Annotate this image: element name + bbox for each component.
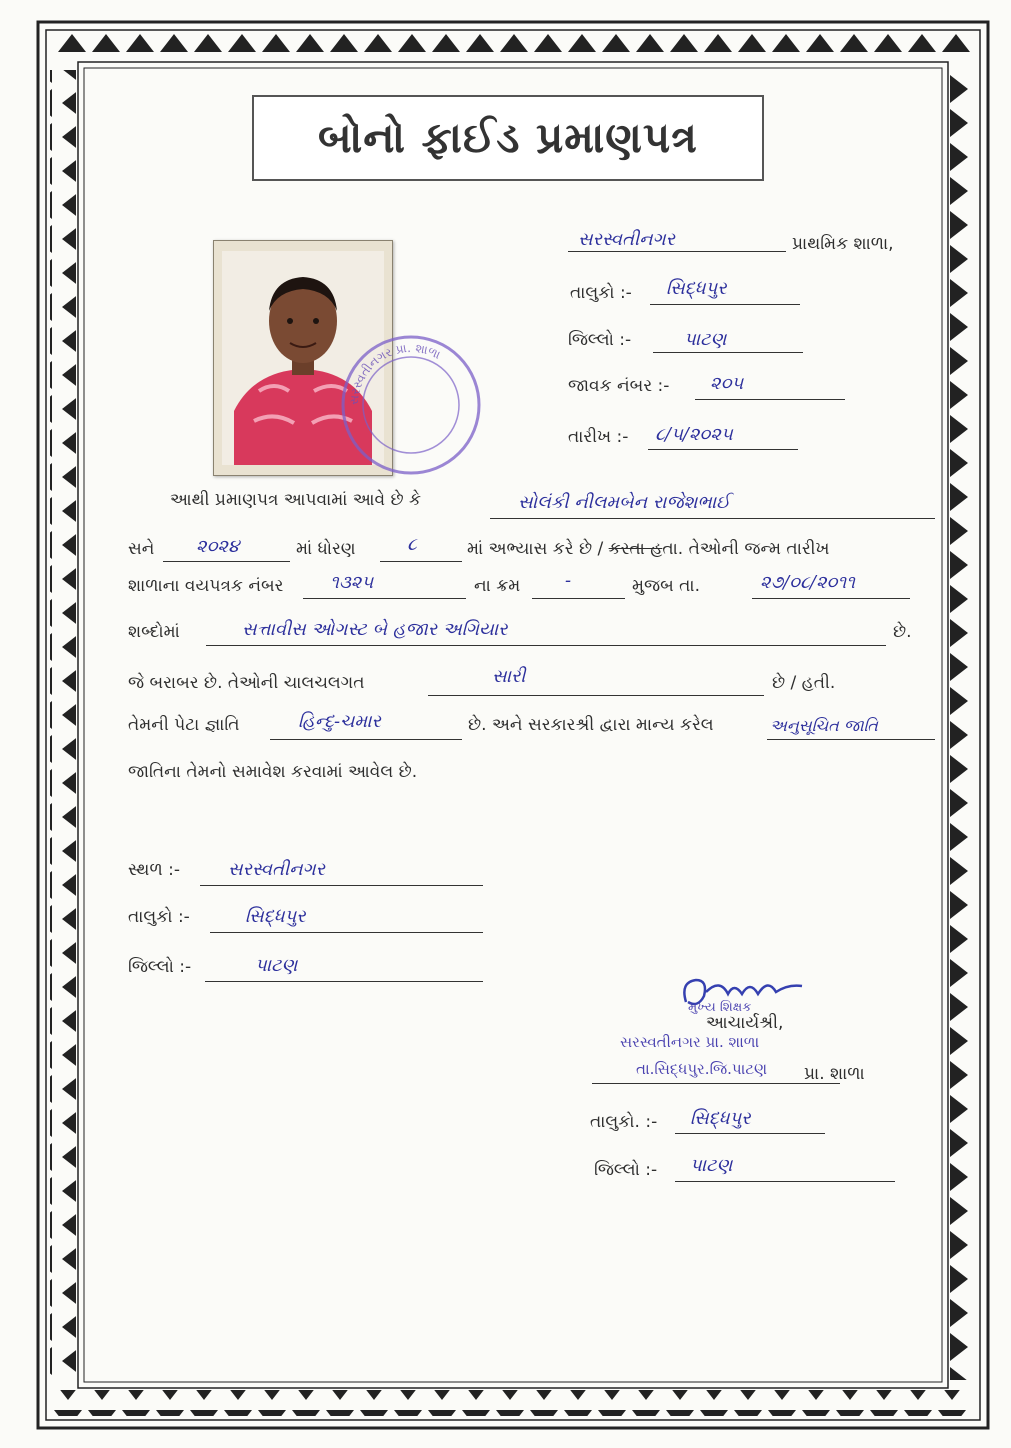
signatory-district-label: જિલ્લો :-	[594, 1160, 658, 1180]
certify-prefix: આથી પ્રમાણપત્ર આપવામાં આવે છે કે	[170, 490, 421, 510]
principal-school-suffix: પ્રા. શાળા	[804, 1064, 865, 1084]
caste-label: તેમની પેટા જ્ઞાતિ	[128, 715, 240, 735]
issue-date-label: તારીખ :-	[568, 427, 629, 447]
conduct-field	[428, 674, 764, 696]
footer-district-value: પાટણ	[255, 955, 298, 976]
serial-value: -	[565, 570, 572, 591]
signatory-taluka-value: સિદ્ધપુર	[690, 1108, 751, 1129]
footer-taluka-value: સિદ્ધપુર	[245, 906, 306, 927]
school-district-label: જિલ્લો :-	[568, 330, 632, 350]
footer-taluka-label: તાલુકો :-	[128, 907, 190, 927]
stamp-text: સરસ્વતીનગર પ્રા. શાળા	[346, 340, 443, 406]
designation-stamp: મુખ્ય શિક્ષક	[688, 1000, 752, 1015]
school-district-field	[653, 331, 803, 353]
principal-label: આચાર્યશ્રી,	[706, 1013, 784, 1033]
caste-mid-text: છે. અને સરકારશ્રી દ્વારા માન્ય કરેલ	[468, 715, 714, 735]
as-per-label: મુજબ તા.	[632, 576, 700, 596]
place-label: સ્થળ :-	[128, 860, 180, 880]
svg-text:સરસ્વતીનગર પ્રા. શાળા	[347, 341, 443, 405]
certificate-title: બોનો ફાઈડ પ્રમાણપત્ર	[318, 113, 698, 162]
dob-value: ૨૭/૦૮/૨૦૧૧	[760, 572, 855, 593]
words-label: શબ્દોમાં	[128, 622, 180, 642]
footer-district-field	[205, 960, 483, 982]
study-text-b: તા. તેઓની જન્મ તારીખ	[662, 539, 830, 559]
register-field	[303, 577, 466, 599]
conduct-suffix: છે / હતી.	[772, 673, 836, 693]
words-suffix: છે.	[893, 622, 912, 642]
school-taluka-label: તાલુકો :-	[570, 283, 632, 303]
serial-label: ના ક્રમ	[474, 576, 521, 596]
sane-label: સને	[128, 539, 155, 559]
outward-number-label: જાવક નંબર :-	[568, 376, 670, 396]
school-name-value: સરસ્વતીનગર	[578, 229, 675, 250]
place-value: સરસ્વતીનગર	[228, 859, 325, 880]
dob-words-value: સત્તાવીસ ઓગસ્ટ બે હજાર અગિયાર	[242, 619, 508, 640]
study-text-a: માં અભ્યાસ કરે છે /	[467, 539, 604, 559]
student-name-value: સોલંકી નીલમબેન રાજેશભાઈ	[518, 492, 731, 513]
signatory-taluka-label: તાલુકો. :-	[590, 1112, 658, 1132]
register-value: ૧૩૨૫	[330, 572, 374, 593]
study-text-struck: કરતા હ	[608, 539, 663, 559]
standard-label: માં ધોરણ	[296, 539, 356, 559]
year-value: ૨૦૨૪	[196, 536, 240, 557]
category-value: અનુસૂચિત જાતિ	[770, 716, 878, 735]
school-stamp-line-2: તા.સિદ્ધપુર.જિ.પાટણ	[636, 1060, 768, 1078]
outward-number-value: ૨૦૫	[710, 373, 744, 394]
inclusion-line: જાતિના તેમનો સમાવેશ કરવામાં આવેલ છે.	[128, 762, 418, 782]
signatory-district-value: પાટણ	[690, 1155, 733, 1176]
standard-field	[380, 540, 462, 562]
school-name-suffix: પ્રાથમિક શાળા,	[792, 234, 894, 254]
conduct-prefix: જે બરાબર છે. તેઓની ચાલચલગત	[128, 673, 365, 693]
register-label: શાળાના વયપત્રક નંબર	[128, 576, 284, 596]
standard-value: ૮	[407, 534, 417, 555]
serial-field	[532, 577, 625, 599]
study-text	[467, 539, 829, 559]
issue-date-value: ૮/૫/૨૦૨૫	[655, 424, 733, 445]
school-round-stamp	[338, 332, 484, 478]
school-stamp-line-1: સરસ્વતીનગર પ્રા. શાળા	[620, 1033, 760, 1051]
caste-value: હિન્દુ-ચમાર	[298, 711, 381, 732]
conduct-value: સારી	[492, 666, 526, 687]
school-district-value: પાટણ	[684, 329, 727, 350]
footer-district-label: જિલ્લો :-	[128, 957, 192, 977]
school-taluka-value: સિદ્ધપુર	[666, 278, 727, 299]
certificate-title-box	[252, 95, 764, 181]
